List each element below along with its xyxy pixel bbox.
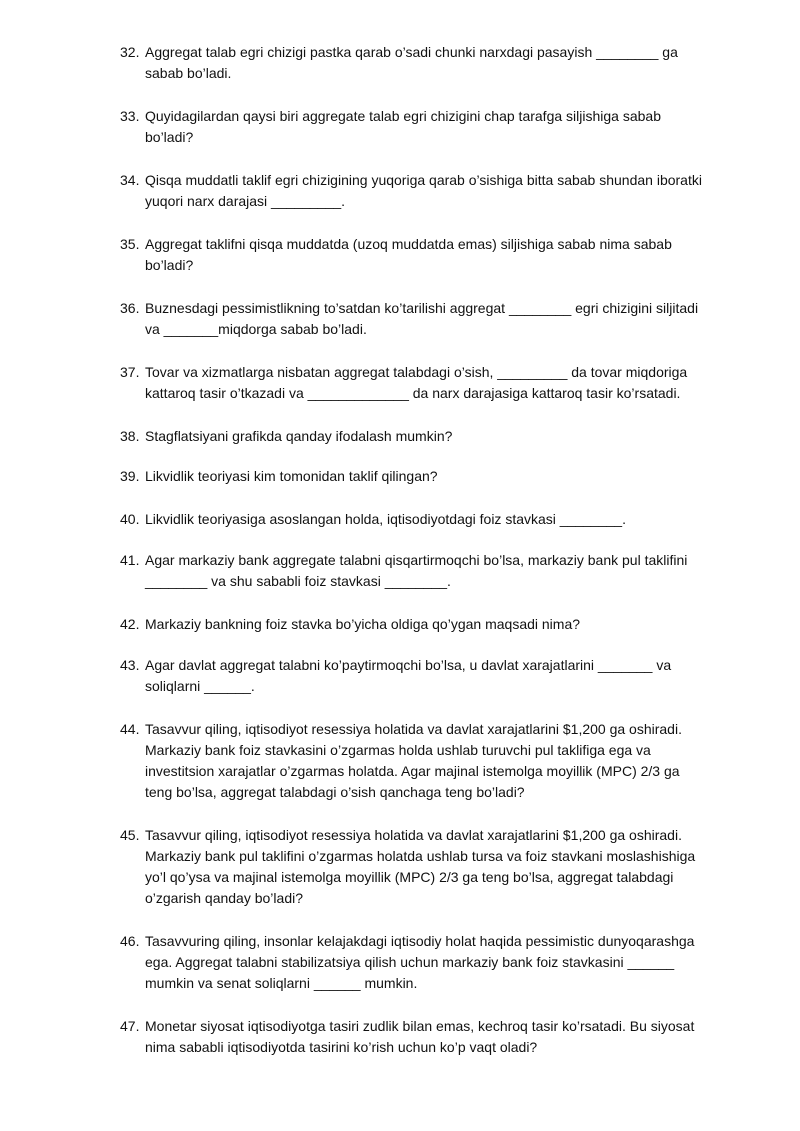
- question-text: Buznesdagi pessimistlikning to’satdan ko’tarilishi aggregat ________ egri chizigini siljitadi va _______miqdorga sabab bo’ladi.: [145, 300, 699, 337]
- question-text: Likvidlik teoriyasiga asoslangan holda, iqtisodiyotdagi foiz stavkasi ________.: [145, 511, 626, 527]
- question-text: Quyidagilardan qaysi biri aggregate talab egri chizigini chap tarafga siljishiga sabab bo’ladi?: [145, 108, 661, 145]
- question-number: 32.: [120, 44, 140, 60]
- question-text: Aggregat talab egri chizigi pastka qarab o’sadi chunki narxdagi pasayish ________ ga sabab bo’ladi.: [145, 44, 678, 81]
- question-text: Tovar va xizmatlarga nisbatan aggregat talabdagi o’sish, _________ da tovar miqdoriga kattaroq tasir o’tkazadi va _____________ da narx darajasiga kattaroq tasir ko’rsatadi.: [145, 364, 688, 401]
- question-item: [120, 170, 710, 212]
- question-number: 39.: [120, 468, 140, 484]
- question-text: Qisqa muddatli taklif egri chizigining yuqoriga qarab o’sishiga bitta sabab shundan iboratki yuqori narx darajasi _________.: [145, 172, 702, 209]
- question-text: Markaziy bankning foiz stavka bo’yicha oldiga qo’ygan maqsadi nima?: [145, 616, 581, 632]
- question-text: Monetar siyosat iqtisodiyotga tasiri zudlik bilan emas, kechroq tasir ko’rsatadi. Bu siyosat nima sababli iqtisodiyotda tasirini ko’rish uchun ko’p vaqt oladi?: [145, 1018, 695, 1055]
- question-number: 44.: [120, 721, 140, 737]
- question-text: Aggregat taklifni qisqa muddatda (uzoq muddatda emas) siljishiga sabab nima sabab bo’ladi?: [145, 236, 672, 273]
- question-item: [120, 42, 710, 84]
- question-item: [120, 1016, 710, 1058]
- question-text: Agar markaziy bank aggregate talabni qisqartirmoqchi bo’lsa, markaziy bank pul taklifini ________ va shu sababli foiz stavkasi ________.: [145, 552, 688, 589]
- question-list: [120, 42, 710, 1058]
- question-item: [120, 106, 710, 148]
- question-number: 36.: [120, 300, 140, 316]
- question-number: 35.: [120, 236, 140, 252]
- question-item: [120, 550, 710, 592]
- question-text: Likvidlik teoriyasi kim tomonidan taklif qilingan?: [145, 468, 438, 484]
- question-item: [120, 931, 710, 994]
- question-number: 40.: [120, 511, 140, 527]
- question-number: 45.: [120, 827, 140, 843]
- question-item: [120, 466, 710, 487]
- question-text: Tasavvur qiling, iqtisodiyot resessiya holatida va davlat xarajatlarini $1,200 ga oshiradi. Markaziy bank foiz stavkasini o’zgarmas holda ushlab turuvchi pul taklifiga ega va investitsion xarajatlar o’zgarmas holatda. Agar majinal istemolga moyillik (MPC) 2/3 ga teng bo’lsa, aggregat talabdagi o’sish qanchaga teng bo’ladi?: [145, 721, 682, 800]
- question-number: 46.: [120, 933, 140, 949]
- question-item: [120, 234, 710, 276]
- question-text: Agar davlat aggregat talabni ko’paytirmoqchi bo’lsa, u davlat xarajatlarini _______ va soliqlarni ______.: [145, 657, 672, 694]
- question-item: [120, 655, 710, 697]
- question-item: [120, 719, 710, 803]
- question-number: 37.: [120, 364, 140, 380]
- question-number: 38.: [120, 428, 140, 444]
- question-item: [120, 426, 710, 447]
- question-item: [120, 825, 710, 909]
- question-item: [120, 362, 710, 404]
- question-text: Tasavvuring qiling, insonlar kelajakdagi iqtisodiy holat haqida pessimistic dunyoqarashga ega. Aggregat talabni stabilizatsiya qilish uchun markaziy bank foiz stavkasini ______ mumkin va senat soliqlarni ______ mumkin.: [145, 933, 695, 991]
- question-number: 47.: [120, 1018, 140, 1034]
- question-item: [120, 298, 710, 340]
- question-text: Tasavvur qiling, iqtisodiyot resessiya holatida va davlat xarajatlarini $1,200 ga oshiradi. Markaziy bank pul taklifini o’zgarmas holatda ushlab tursa va foiz stavkani moslashishiga yo’l qo’ysa va majinal istemolga moyillik (MPC) 2/3 ga teng bo’lsa, aggregat talabdagi o’zgarish qanday bo’ladi?: [145, 827, 696, 906]
- question-number: 34.: [120, 172, 140, 188]
- question-number: 33.: [120, 108, 140, 124]
- question-number: 42.: [120, 616, 140, 632]
- question-number: 41.: [120, 552, 140, 568]
- question-number: 43.: [120, 657, 140, 673]
- question-text: Stagflatsiyani grafikda qanday ifodalash mumkin?: [145, 428, 453, 444]
- question-item: [120, 509, 710, 530]
- question-item: [120, 614, 710, 635]
